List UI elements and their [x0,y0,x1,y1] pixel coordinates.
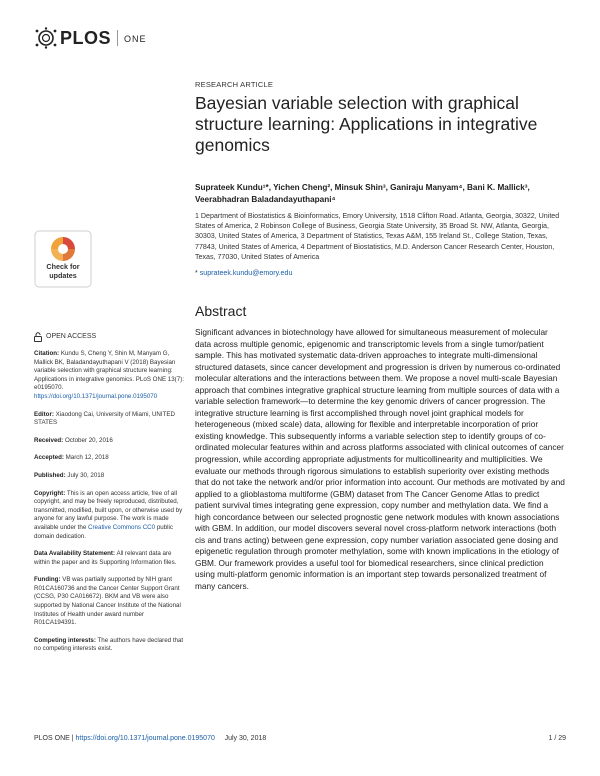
abstract-body [195,327,565,593]
funding-block [34,576,184,628]
check-for-updates-badge[interactable] [34,230,92,288]
citation-label: Citation: [34,350,60,357]
accepted-block [34,454,184,463]
footer-journal: PLOS ONE [34,735,70,742]
citation-block [34,350,184,402]
open-lock-icon [34,332,42,342]
accepted-label: Accepted: [34,454,64,462]
data-availability-block [34,550,184,567]
author-list: Suprateek Kundu¹*, Yichen Cheng², Minsuk Shin³, Ganiraju Manyam⁴, Bani K. Mallick³, Veerabhadran Baladandayuthapani⁴ [195,183,530,204]
editor-block [34,411,184,428]
footer-doi-link[interactable]: https://doi.org/10.1371/journal.pone.0195070 [75,735,215,742]
affiliations: 1 Department of Biostatistics & Bioinformatics, Emory University, 1518 Clifton Road. Atlanta, Georgia, 30322, United States of America, 2 Robinson College of Business, Georgia State University, 35 Broad St. NW, Atlanta, Georgia, 30303, United States of America, 3 Department of Statistics, Texas A&M, 155 Ireland St., College Station, Texas, 77843, United States of America, 4 Department of Biostatistics, M.D. Anderson Cancer Research Center, Houston, Texas, 77030, United States of America [195,212,560,261]
funding-label: Funding: [34,576,61,584]
published-label: Published: [34,471,66,479]
citation-doi-link[interactable]: https://doi.org/10.1371/journal.pone.0195070 [34,392,158,400]
competing-interests-block [34,637,184,654]
published-block [34,472,184,481]
received-date: October 20, 2016 [64,436,113,444]
copyright-text: This is an open access article, free of all copyright, and may be freely reproduced, distributed, transmitted, modified, built upon, or otherwise used by anyone for any lawful purpose. The work is made available under the [34,489,183,531]
journal-logo[interactable] [34,27,147,49]
funding-text: VB was partially supported by NIH grant R01CA160736 and the Cancer Center Support Grant (CCSG, P30 CA016672). BKM and VB were also supported by National Cancer Institute of the National Institutes of Health under award number R01CA194391. [34,576,181,627]
check-for-updates-label: Check for updates [46,262,80,280]
copyright-tail: public domain dedication. [34,523,173,540]
competing-interests-text: The authors have declared that no competing interests exist. [34,636,184,653]
footer-date: July 30, 2018 [224,735,267,742]
creative-commons-link[interactable]: Creative Commons CC0 [88,523,156,531]
editor-text: Xiaodong Cai, University of Miami, UNITED STATES [34,410,175,427]
received-block [34,437,184,446]
citation-text: Kundu S, Cheng Y, Shin M, Manyam G, Mallick BK, Baladandayuthapani V (2018) Bayesian variable selection with graphical structure learning: Applications in integrative genomics. PLoS ONE 13(7): e0195070. [34,350,184,392]
copyright-block [34,490,184,542]
journal-name: ONE [124,34,147,44]
accepted-date: March 12, 2018 [65,454,109,462]
article-title: Bayesian variable selection with graphical structure learning: Applications in integrative genomics [195,93,538,155]
article-type: RESEARCH ARTICLE [195,80,274,89]
data-availability-text: All relevant data are within the paper and its Supporting Information files. [34,550,177,566]
page-number: 1 / 29 [548,735,566,742]
footer-citation [34,735,266,742]
correspondence [195,269,292,277]
abstract-heading: Abstract [195,303,247,319]
plos-logo-icon [34,27,58,49]
footer-separator: | [71,735,74,742]
data-availability-label: Data Availability Statement: [34,550,116,558]
received-label: Received: [34,436,64,444]
correspondence-email-link[interactable]: suprateek.kundu@emory.edu [199,269,293,277]
published-date: July 30, 2018 [67,471,105,479]
editor-label: Editor: [34,410,54,418]
article-sidebar [34,332,184,663]
corresponding-marker: * [195,269,198,277]
abstract-text: Significant advances in biotechnology have allowed for simultaneous measurement of molecular data across multiple genomic, epigenomic and transcriptomic levels from a single tumor/patient sample. This has motivated systematic data-driven approaches to integrate multi-dimensional structured datasets, since cancer development and progression is driven by numerous co-ordinated molecular alterations and the interactions between them. We propose a novel multi-scale Bayesian approach that combines integrative graphical structure learning from multiple sources of data with a variable selection framework—to determine the key genomic drivers of cancer progression. The integrative structure learning is first accomplished through novel joint graphical models for heterogeneous (mixed scale) data, allowing for flexible and interpretable incorporation of prior existing knowledge. This subsequently informs a variable selection step to identify groups of co-ordinated molecular features within and across platforms associated with clinical outcomes of cancer progression, while according appropriate adjustments for multicollinearity and multiplicities. We evaluate our methods through rigorous simulations to establish superiority over existing methods that do not take the network and/or prior information into account. Our methods are motivated by and applied to a glioblastoma multiforme (GBM) dataset from The Cancer Genome Atlas to predict patient survival times integrating gene expression, copy number and methylation data. We find a high concordance between our selected prognostic gene network modules with known associations with GBM. In addition, our model discovers several novel cross-platform network interactions (both cis and trans acting) between gene expression, copy number variation associated gene dosing and epigenetic regulation through promoter methylation, some with known implications in the etiology of GBM. Our framework provides a useful tool for biomedical researchers, since clinical prediction using multi-platform genomic information is an important step towards personalized treatment of many cancers. [195,327,565,592]
journal-brand: PLOS [60,27,112,48]
open-access-label [34,332,184,342]
competing-interests-label: Competing interests: [34,636,96,644]
logo-divider [117,30,118,46]
open-access-text: OPEN ACCESS [46,332,97,340]
copyright-label: Copyright: [34,489,66,497]
